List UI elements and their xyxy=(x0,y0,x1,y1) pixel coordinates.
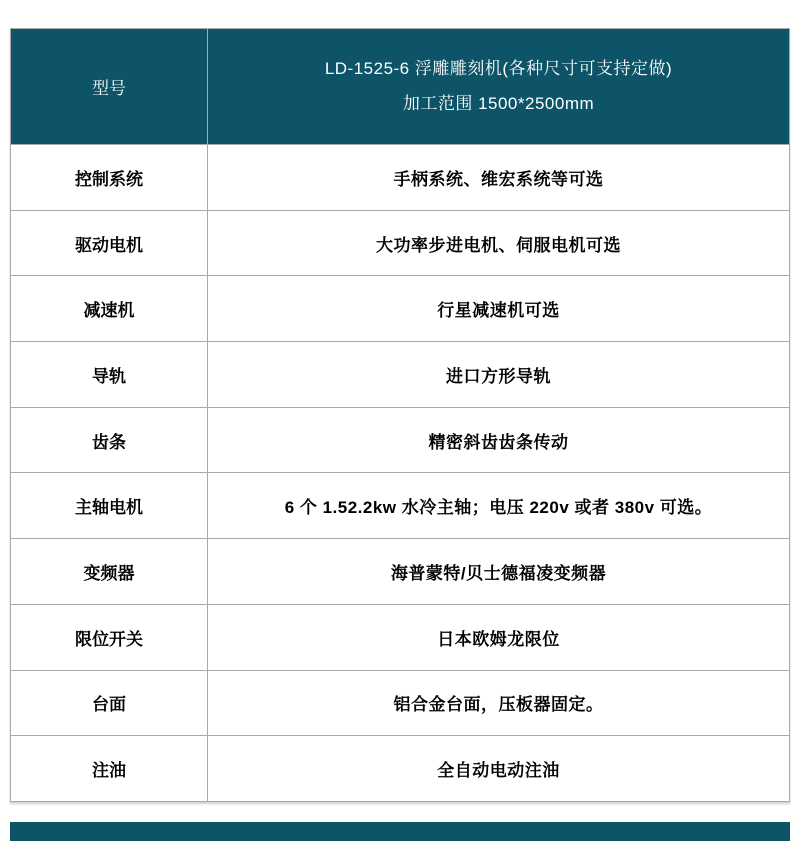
spec-row-drive-motor xyxy=(11,210,789,276)
spec-label: 限位开关 xyxy=(11,605,208,670)
spec-value: 进口方形导轨 xyxy=(446,366,551,386)
spec-row-limit-switch xyxy=(11,604,789,670)
spec-label: 主轴电机 xyxy=(11,473,208,538)
spec-value: 6 个 1.52.2kw 水冷主轴；电压 220v 或者 380v 可选。 xyxy=(284,498,713,518)
spec-label: 导轨 xyxy=(11,342,208,407)
spec-value: 全自动电动注油 xyxy=(437,761,560,781)
spec-row-spindle-motor xyxy=(11,472,789,538)
spec-row-guide-rail xyxy=(11,341,789,407)
spec-value: 行星减速机可选 xyxy=(437,301,560,321)
spec-label: 台面 xyxy=(11,671,208,736)
spec-table xyxy=(10,28,790,802)
spec-value: 日本欧姆龙限位 xyxy=(437,629,560,649)
model-title-line1: LD-1525-6 浮雕雕刻机(各种尺寸可支持定做) xyxy=(324,58,673,78)
spec-label: 注油 xyxy=(11,736,208,801)
model-title-line2: 加工范围 1500*2500mm xyxy=(402,94,595,113)
spec-value: 精密斜齿齿条传动 xyxy=(428,432,569,452)
spec-label: 驱动电机 xyxy=(11,211,208,276)
model-title-cell xyxy=(208,29,789,144)
next-table-header-partial xyxy=(10,822,790,841)
spec-label: 变频器 xyxy=(11,539,208,604)
spec-label: 齿条 xyxy=(11,408,208,473)
spec-label: 控制系统 xyxy=(11,145,208,210)
spec-table-header-row xyxy=(11,29,789,144)
spec-row-rack xyxy=(11,407,789,473)
spec-row-control-system xyxy=(11,144,789,210)
spec-row-reducer xyxy=(11,275,789,341)
spec-value: 大功率步进电机、伺服电机可选 xyxy=(376,235,621,255)
spec-row-lubrication xyxy=(11,735,789,801)
spec-value: 铝合金台面，压板器固定。 xyxy=(393,695,604,715)
spec-label: 减速机 xyxy=(11,276,208,341)
spec-value: 海普蒙特/贝士德福凌变频器 xyxy=(390,563,607,583)
spec-value: 手柄系统、维宏系统等可选 xyxy=(393,169,604,189)
spec-row-inverter xyxy=(11,538,789,604)
model-label-cell: 型号 xyxy=(11,29,208,144)
spec-row-worktable xyxy=(11,670,789,736)
